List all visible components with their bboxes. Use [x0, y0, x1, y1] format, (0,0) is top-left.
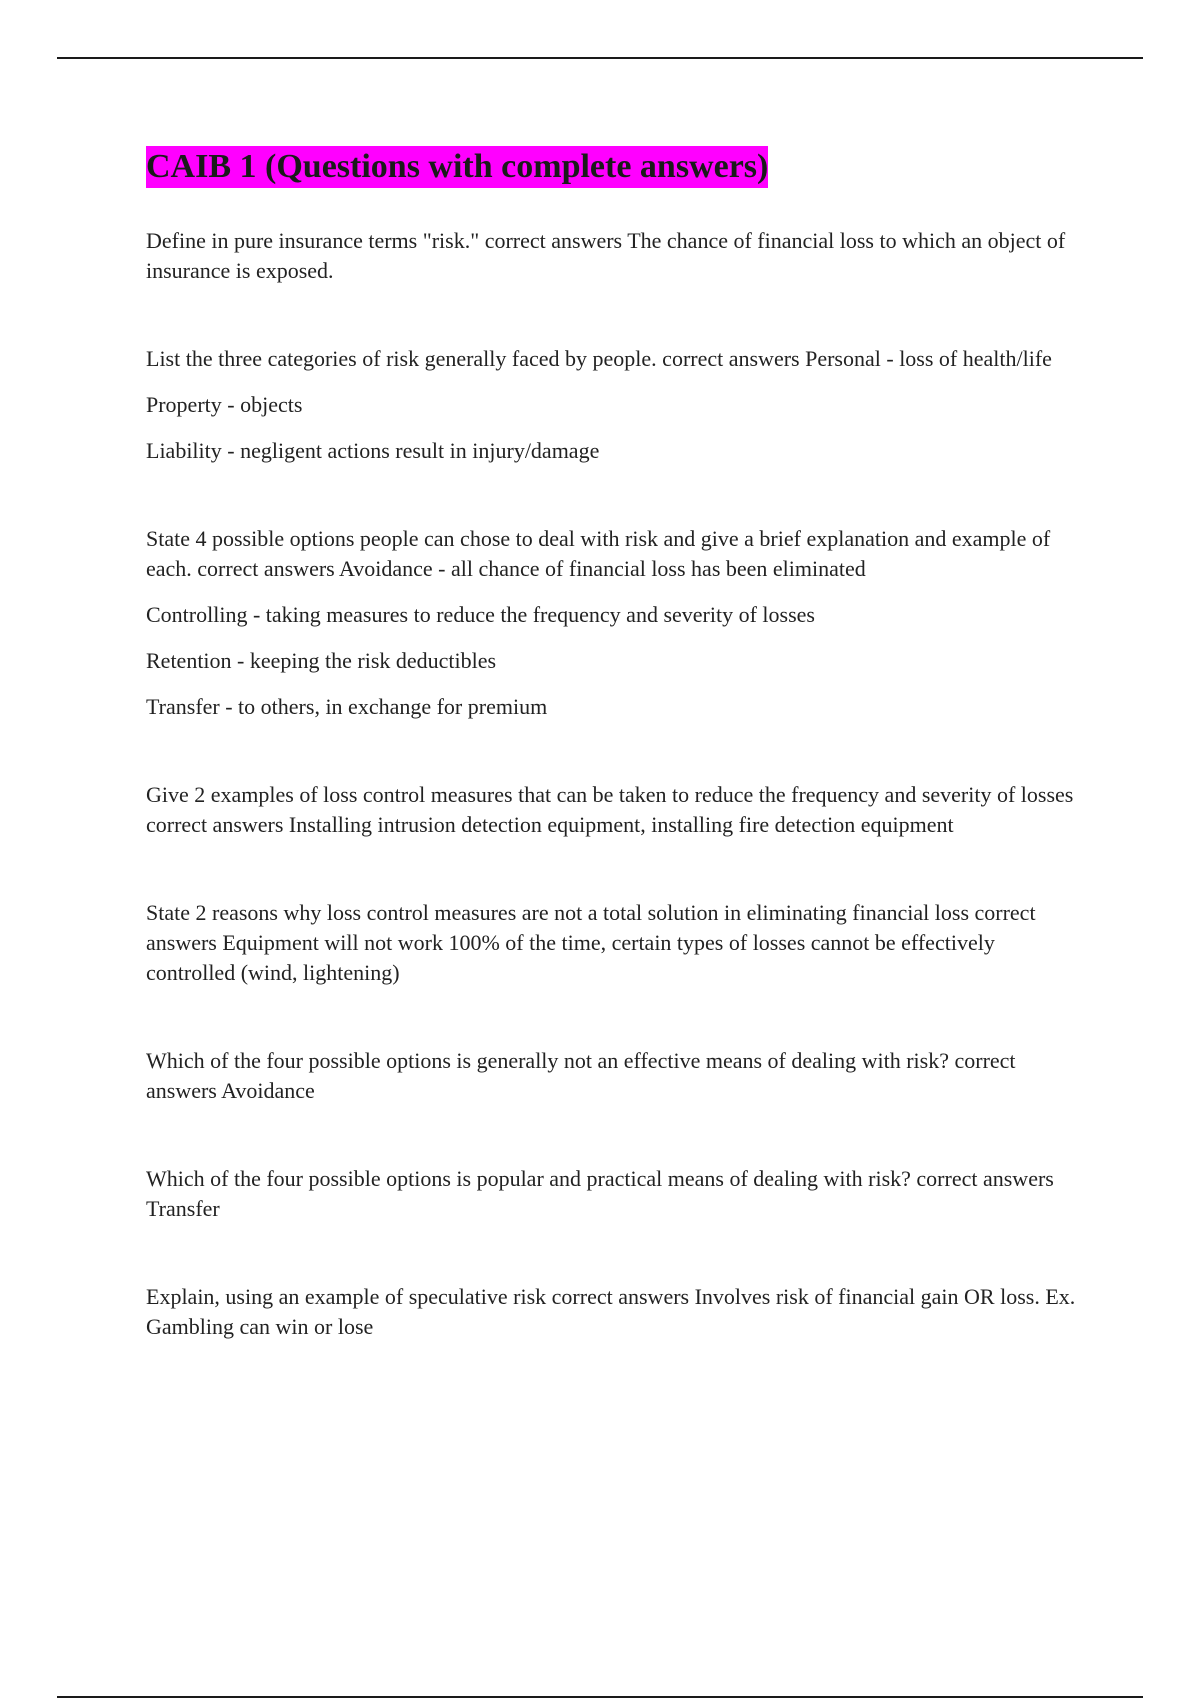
- top-rule: [57, 57, 1143, 59]
- qa-item-4: [146, 780, 1086, 840]
- qa-item-7: [146, 1164, 1086, 1224]
- qa-text: Liability - negligent actions result in injury/damage: [146, 438, 600, 463]
- qa-text: Which of the four possible options is popular and practical means of dealing with risk? correct answers Transfer: [146, 1166, 1054, 1221]
- qa-item-8: [146, 1282, 1086, 1342]
- qa-text: Property - objects: [146, 392, 303, 417]
- document-body: [146, 146, 1086, 1400]
- qa-item-1: [146, 226, 1086, 286]
- qa-text: Retention - keeping the risk deductibles: [146, 648, 497, 673]
- qa-text: Transfer - to others, in exchange for premium: [146, 694, 548, 719]
- qa-item-6: [146, 1046, 1086, 1106]
- qa-text: State 4 possible options people can chose to deal with risk and give a brief explanation and example of each. correct answers Avoidance - all chance of financial loss has been eliminated: [146, 526, 1051, 581]
- qa-item-5: [146, 898, 1086, 988]
- qa-text: Which of the four possible options is generally not an effective means of dealing with risk? correct answers Avoidance: [146, 1048, 1016, 1103]
- qa-item-2: [146, 344, 1086, 466]
- qa-item-3: [146, 524, 1086, 722]
- qa-text: List the three categories of risk generally faced by people. correct answers Personal - loss of health/life: [146, 346, 1052, 371]
- qa-text: Give 2 examples of loss control measures that can be taken to reduce the frequency and severity of losses correct answers Installing intrusion detection equipment, installing fire detection equipment: [146, 782, 1074, 837]
- qa-text: Define in pure insurance terms "risk." correct answers The chance of financial loss to which an object of insurance is exposed.: [146, 228, 1066, 283]
- document-title: CAIB 1 (Questions with complete answers): [146, 146, 768, 188]
- qa-text: State 2 reasons why loss control measures are not a total solution in eliminating financial loss correct answers Equipment will not work 100% of the time, certain types of losses cannot be effectively controlled (wind, lightening): [146, 900, 1036, 985]
- bottom-rule: [57, 1696, 1143, 1698]
- qa-text: Explain, using an example of speculative risk correct answers Involves risk of financial gain OR loss. Ex. Gambling can win or lose: [146, 1284, 1076, 1339]
- qa-text: Controlling - taking measures to reduce the frequency and severity of losses: [146, 602, 815, 627]
